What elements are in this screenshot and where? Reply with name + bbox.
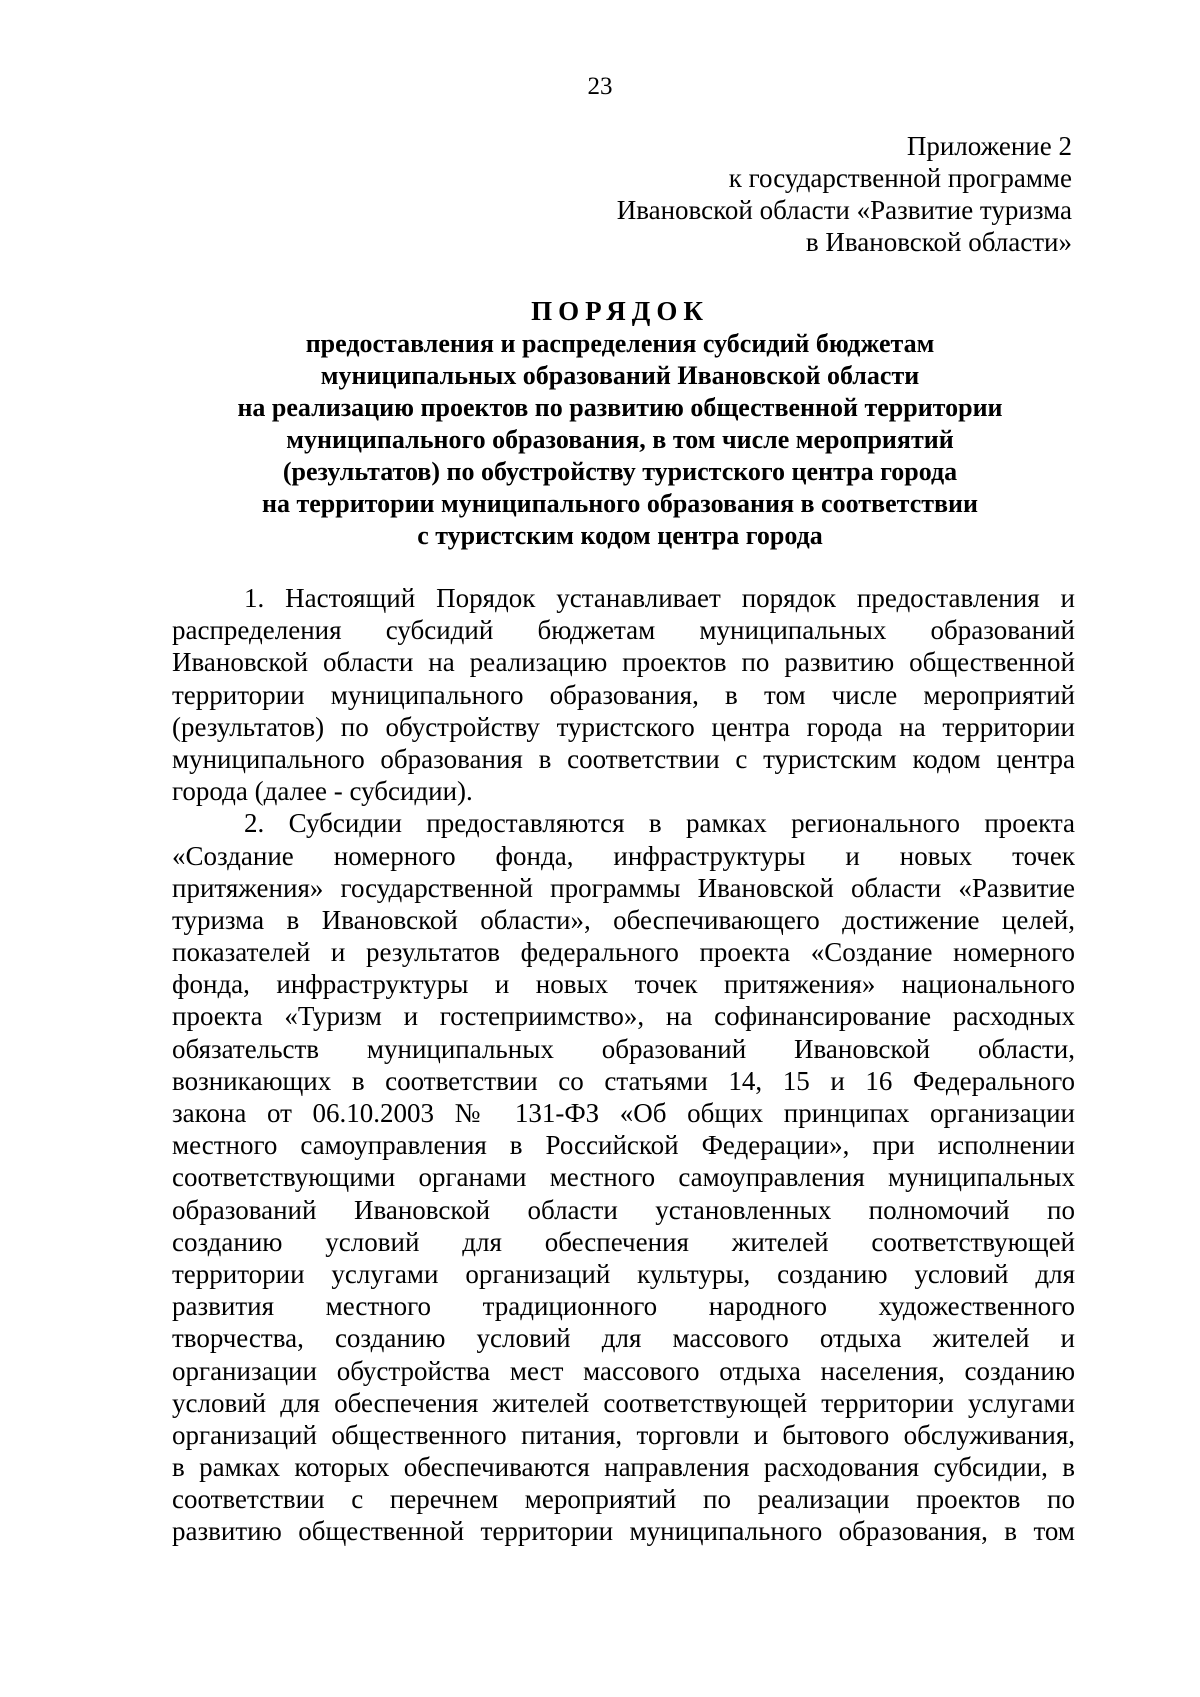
document-subtitle [160,328,1080,552]
appendix-line: Ивановской области «Развитие туризма [616,195,1072,225]
paragraph-line: в рамках которых обеспечиваются направления расходования субсидии, в [172,1452,1075,1483]
subtitle-line: на реализацию проектов по развитию общественной территории [237,393,1003,422]
subtitle-line: (результатов) по обустройству туристского центра города [282,457,958,486]
paragraph-line: фонда, инфраструктуры и новых точек притяжения» национального [172,969,1075,1000]
appendix-note [617,130,1072,258]
paragraph-line: территории услугами организаций культуры, созданию условий для [172,1258,1075,1289]
paragraph-line: местного самоуправления в Российской Федерации», при исполнении [172,1130,1075,1161]
paragraph-line: муниципального образования в соответствии с туристским кодом центра [172,743,1075,774]
subtitle-line: с туристским кодом центра города [417,521,823,550]
paragraph-line: соответствии с перечнем мероприятий по реализации проектов по [172,1484,1075,1515]
paragraph-line: 1. Настоящий Порядок устанавливает порядок предоставления и [244,583,1075,613]
page-number: 23 [587,73,613,100]
paragraph-line: развития местного традиционного народного художественного [172,1291,1075,1322]
paragraph-1 [172,582,1075,807]
document-title: ПОРЯДОК [531,296,709,326]
paragraph-line: города (далее - субсидии). [172,776,473,807]
paragraph-line: притяжения» государственной программы Ивановской области «Развитие [172,872,1075,903]
paragraph-line: проекта «Туризм и гостеприимство», на софинансирование расходных [172,1001,1075,1032]
paragraph-line: организации обустройства мест массового отдыха населения, созданию [172,1355,1075,1386]
subtitle-line: предоставления и распределения субсидий бюджетам [305,329,935,358]
paragraph-line: «Создание номерного фонда, инфраструктуры и новых точек [172,840,1075,871]
paragraph-line: возникающих в соответствии со статьями 14, 15 и 16 Федерального [172,1065,1075,1096]
paragraph-line: туризма в Ивановской области», обеспечивающего достижение целей, [172,904,1075,935]
appendix-line: Приложение 2 [906,131,1072,161]
paragraph-line: созданию условий для обеспечения жителей соответствующей [172,1226,1075,1257]
paragraph-line: творчества, созданию условий для массового отдыха жителей и [172,1323,1075,1354]
paragraph-line: распределения субсидий бюджетам муниципальных образований [172,615,1075,646]
subtitle-line: на территории муниципального образования в соответствии [261,489,979,518]
paragraph-line: образований Ивановской области установленных полномочий по [172,1194,1075,1225]
paragraph-line: соответствующими органами местного самоуправления муниципальных [172,1162,1075,1193]
paragraph-line: условий для обеспечения жителей соответствующей территории услугами [172,1387,1075,1418]
paragraph-line: закона от 06.10.2003 № 131-ФЗ «Об общих принципах организации [172,1098,1075,1128]
paragraph-line: 2. Субсидии предоставляются в рамках регионального проекта [244,808,1075,839]
paragraph-line: (результатов) по обустройству туристского центра города на территории [172,711,1075,742]
paragraph-line: территории муниципального образования, в том числе мероприятий [172,679,1075,710]
subtitle-line: муниципального образования, в том числе мероприятий [286,425,954,454]
paragraph-line: показателей и результатов федерального проекта «Создание номерного [172,937,1075,968]
paragraph-line: развитию общественной территории муниципального образования, в том [172,1516,1075,1547]
appendix-line: в Ивановской области» [805,227,1072,257]
document-body [172,582,1075,1548]
subtitle-line: муниципальных образований Ивановской области [320,361,920,390]
paragraph-line: организаций общественного питания, торговли и бытового обслуживания, [172,1419,1075,1450]
appendix-line: к государственной программе [728,163,1072,193]
paragraph-line: обязательств муниципальных образований Ивановской области, [172,1033,1075,1064]
paragraph-line: Ивановской области на реализацию проектов по развитию общественной [172,647,1075,678]
paragraph-2 [172,807,1075,1547]
